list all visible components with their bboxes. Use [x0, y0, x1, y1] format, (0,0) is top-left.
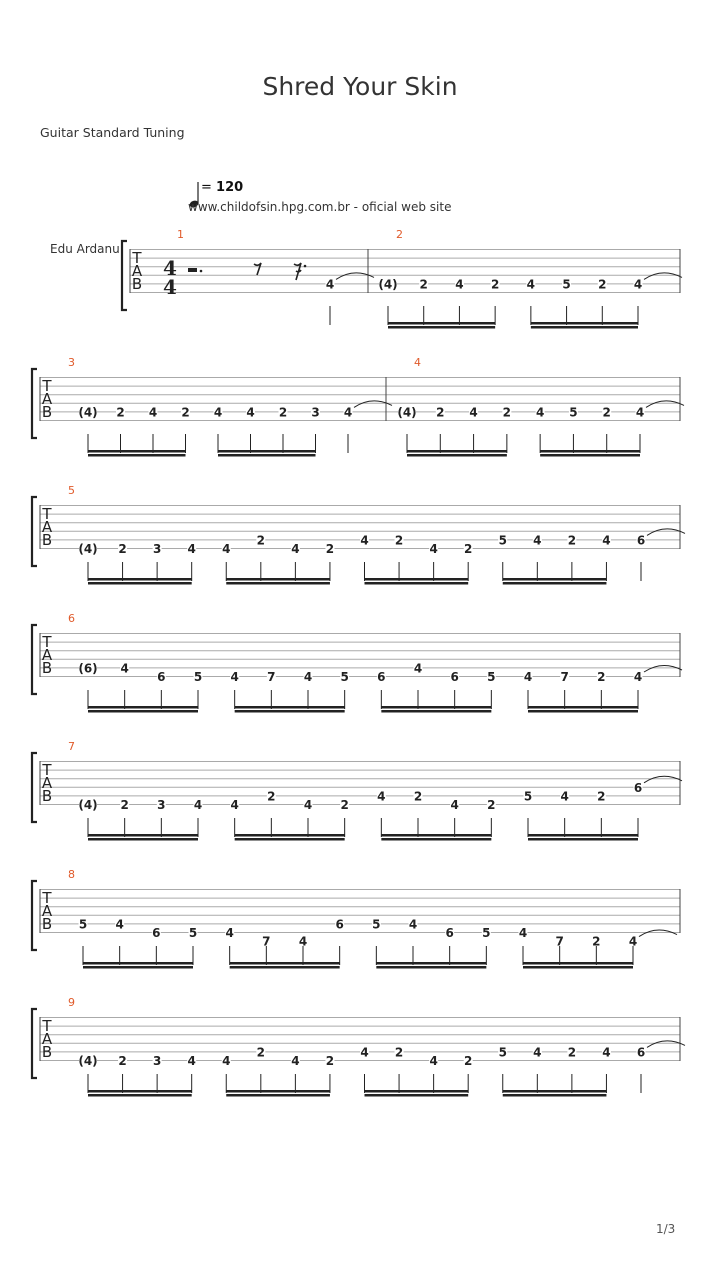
beam: [218, 450, 316, 453]
beam: [88, 454, 186, 457]
fret-number: 5: [193, 670, 203, 684]
fret-number: 5: [498, 1045, 507, 1060]
fret-number: 4: [222, 1054, 231, 1068]
time-signature-denominator: 4: [163, 275, 177, 299]
beam: [88, 582, 192, 585]
tab-system: [32, 868, 680, 969]
fret-number: 6: [157, 670, 166, 684]
fret-number: 4: [325, 277, 335, 292]
system-bracket: [32, 1009, 37, 1078]
fret-number: 4: [377, 789, 386, 804]
fret-number: 6: [633, 780, 643, 795]
fret-number: 4: [193, 798, 203, 812]
fret-number: 2: [118, 542, 127, 556]
fret-number: 4: [291, 1054, 300, 1068]
fret-number: (4): [78, 405, 98, 420]
fret-number: 4: [533, 1045, 542, 1060]
tab-clef-letter: A: [41, 518, 53, 536]
beam: [381, 834, 491, 837]
fret-number: 3: [152, 542, 162, 556]
fret-number: 4: [291, 542, 300, 556]
fret-number: 4: [148, 405, 158, 420]
beam: [88, 1090, 192, 1093]
tab-system: [32, 612, 682, 713]
fret-number: 5: [188, 926, 198, 940]
fret-number: 2: [278, 405, 288, 420]
fret-number: 4: [455, 277, 464, 292]
beam: [88, 450, 186, 453]
beam: [503, 1090, 607, 1093]
beam: [226, 1090, 330, 1093]
fret-number: 2: [340, 798, 349, 812]
fret-number: 3: [152, 1054, 162, 1068]
fret-number: 5: [482, 926, 491, 940]
fret-number: 4: [230, 670, 239, 684]
fret-number: 4: [303, 798, 313, 812]
fret-number: 7: [560, 670, 569, 684]
tab-clef-letter: T: [132, 249, 142, 267]
instrument-name: Edu Ardanu: [50, 242, 120, 256]
beam: [226, 1094, 330, 1097]
tie-arc: [647, 1041, 685, 1048]
fret-number: 4: [535, 405, 545, 420]
fret-number: 4: [115, 917, 124, 932]
fret-number: 4: [408, 917, 418, 932]
fret-number: 4: [303, 670, 313, 684]
beam: [407, 454, 507, 457]
measure-number: 7: [68, 740, 75, 753]
beam: [88, 838, 198, 841]
measure-number: 9: [68, 996, 75, 1009]
tab-clef-letter: T: [42, 377, 52, 395]
beam: [88, 1094, 192, 1097]
song-title: Shred Your Skin: [262, 72, 458, 101]
fret-number: 5: [340, 670, 349, 684]
tab-clef-letter: B: [131, 275, 143, 293]
measure-number: 1: [177, 228, 184, 241]
tab-system: [32, 996, 685, 1097]
fret-number: 2: [464, 542, 473, 556]
tie-arc: [639, 930, 677, 937]
annotation-text: www.childofsin.hpg.com.br - oficial web site: [188, 200, 452, 214]
beam: [226, 582, 330, 585]
beam: [528, 710, 638, 713]
fret-number: 2: [598, 277, 607, 292]
fret-number: 4: [187, 542, 196, 556]
fret-number: 4: [633, 670, 643, 684]
fret-number: 2: [567, 533, 577, 548]
fret-number: 4: [429, 1054, 438, 1068]
fret-number: (4): [378, 277, 398, 292]
system-bracket: [32, 497, 37, 566]
tab-clef-letter: B: [41, 787, 53, 805]
measure-number: 6: [68, 612, 75, 625]
tab-clef-letter: A: [131, 262, 143, 280]
tab-clef-letter: T: [42, 761, 52, 779]
beam: [523, 966, 633, 969]
fret-number: 5: [78, 917, 88, 932]
fret-number: 2: [325, 542, 335, 556]
measure-number: 8: [68, 868, 75, 881]
beam: [540, 454, 640, 457]
eighth-rest: [254, 263, 261, 275]
fret-number: 2: [394, 533, 404, 548]
beam: [235, 834, 345, 837]
measure-number: 5: [68, 484, 75, 497]
fret-number: 2: [419, 277, 428, 292]
fret-number: 3: [157, 798, 166, 812]
tie-arc: [647, 529, 685, 536]
tab-clef-letter: A: [41, 646, 53, 664]
fret-number: 2: [256, 1045, 265, 1060]
fret-number: 2: [487, 798, 496, 812]
tab-clef-letter: T: [42, 1017, 52, 1035]
fret-number: 4: [213, 405, 223, 420]
fret-number: 4: [602, 1045, 611, 1060]
beam: [88, 706, 198, 709]
tab-clef-letter: B: [41, 915, 53, 933]
fret-number: 4: [225, 926, 234, 940]
fret-number: 4: [429, 542, 438, 556]
fret-number: 2: [256, 533, 265, 548]
fret-number: 5: [498, 533, 507, 548]
beam: [235, 838, 345, 841]
fret-number: 6: [636, 1045, 646, 1060]
fret-number: 6: [335, 917, 344, 932]
fret-number: 2: [394, 1045, 404, 1060]
sixteenth-rest: [294, 263, 301, 280]
fret-number: 4: [187, 1054, 196, 1068]
fret-number: (4): [78, 798, 98, 812]
beam: [235, 710, 345, 713]
beam: [528, 706, 638, 709]
beam: [88, 578, 192, 581]
beam: [235, 706, 345, 709]
beam: [376, 966, 486, 969]
fret-number: 2: [436, 405, 445, 420]
time-signature-numerator: 4: [163, 256, 177, 280]
beam: [365, 1094, 469, 1097]
fret-number: 4: [635, 405, 645, 420]
fret-number: 4: [560, 789, 569, 804]
fret-number: 4: [633, 277, 643, 292]
tab-clef-letter: A: [41, 1030, 53, 1048]
fret-number: 2: [464, 1054, 473, 1068]
fret-number: 6: [450, 670, 459, 684]
measure-number: 4: [414, 356, 421, 369]
fret-number: 2: [597, 670, 606, 684]
fret-number: (6): [78, 661, 98, 676]
tempo-value: 120: [216, 180, 244, 195]
fret-number: 7: [267, 670, 276, 684]
beam: [230, 962, 340, 965]
tab-clef-letter: T: [42, 633, 52, 651]
beam: [523, 962, 633, 965]
tab-clef-letter: B: [41, 531, 53, 549]
beam: [528, 834, 638, 837]
beam: [407, 450, 507, 453]
measure-number: 3: [68, 356, 75, 369]
tab-clef-letter: A: [41, 902, 53, 920]
tab-clef-letter: B: [41, 659, 53, 677]
fret-number: 5: [569, 405, 578, 420]
fret-number: 4: [298, 934, 308, 949]
system-bracket: [32, 625, 37, 694]
fret-number: 2: [118, 1054, 127, 1068]
fret-number: 4: [533, 533, 542, 548]
fret-number: 4: [526, 277, 536, 292]
tuning-label: Guitar Standard Tuning: [40, 125, 185, 140]
fret-number: 6: [377, 670, 386, 684]
beam: [528, 838, 638, 841]
fret-number: 2: [120, 798, 129, 812]
fret-number: 3: [311, 405, 320, 420]
fret-number: 6: [636, 533, 646, 548]
fret-number: 4: [246, 405, 255, 420]
fret-number: 4: [222, 542, 231, 556]
system-bracket: [32, 369, 37, 438]
fret-number: 2: [413, 789, 423, 804]
fret-number: 4: [469, 405, 478, 420]
fret-number: 7: [555, 934, 564, 949]
tie-arc: [644, 776, 682, 783]
tab-clef-letter: B: [41, 1043, 53, 1061]
fret-number: 2: [181, 405, 190, 420]
beam: [503, 578, 607, 581]
beam: [381, 710, 491, 713]
dot: [304, 265, 307, 268]
beam: [503, 1094, 607, 1097]
beam: [83, 962, 193, 965]
beam: [83, 966, 193, 969]
beam: [381, 838, 491, 841]
fret-number: 5: [523, 789, 533, 804]
tab-clef-letter: B: [41, 403, 53, 421]
beam: [88, 710, 198, 713]
fret-number: (4): [78, 542, 98, 556]
fret-number: 5: [372, 917, 381, 932]
beam: [381, 706, 491, 709]
tie-arc: [644, 273, 682, 280]
tab-clef-letter: T: [42, 505, 52, 523]
system-bracket: [122, 241, 127, 310]
fret-number: 4: [413, 661, 423, 676]
fret-number: 2: [567, 1045, 577, 1060]
fret-number: 6: [445, 926, 454, 940]
system-bracket: [32, 753, 37, 822]
system-bracket: [32, 881, 37, 950]
fret-number: 4: [360, 533, 369, 548]
fret-number: 2: [267, 789, 276, 804]
fret-number: 4: [360, 1045, 369, 1060]
tie-arc: [644, 665, 682, 672]
fret-number: 5: [562, 277, 571, 292]
beam: [531, 326, 638, 329]
fret-number: 7: [262, 934, 271, 949]
tab-system: [32, 356, 684, 457]
fret-number: 4: [628, 934, 638, 949]
tab-clef-letter: A: [41, 390, 53, 408]
fret-number: 2: [592, 934, 601, 949]
fret-number: 5: [487, 670, 496, 684]
tab-system: [122, 228, 682, 329]
beam: [376, 962, 486, 965]
fret-number: 2: [502, 405, 512, 420]
fret-number: 4: [230, 798, 239, 812]
tab-system: [32, 484, 685, 585]
dot: [200, 270, 203, 273]
fret-number: (4): [397, 405, 417, 420]
beam: [230, 966, 340, 969]
fret-number: 4: [120, 661, 129, 676]
fret-number: 4: [518, 926, 528, 940]
fret-number: 4: [450, 798, 459, 812]
fret-number: 2: [490, 277, 500, 292]
fret-number: 6: [152, 926, 161, 940]
tab-clef-letter: A: [41, 774, 53, 792]
tempo-prefix: =: [201, 180, 217, 195]
beam: [540, 450, 640, 453]
beam: [531, 322, 638, 325]
fret-number: 2: [116, 405, 125, 420]
beam: [88, 834, 198, 837]
tie-arc: [646, 401, 684, 408]
beam: [365, 578, 469, 581]
fret-number: 2: [602, 405, 611, 420]
fret-number: 2: [597, 789, 606, 804]
fret-number: 4: [602, 533, 611, 548]
tab-system: [32, 740, 682, 841]
fret-number: 2: [325, 1054, 335, 1068]
beam: [503, 582, 607, 585]
beam: [226, 578, 330, 581]
fret-number: 4: [343, 405, 353, 420]
beam: [218, 454, 316, 457]
beam: [365, 582, 469, 585]
half-rest: [188, 268, 197, 272]
beam: [388, 326, 495, 329]
beam: [365, 1090, 469, 1093]
fret-number: (4): [78, 1054, 98, 1068]
page-number: 1/3: [656, 1222, 676, 1236]
beam: [388, 322, 495, 325]
fret-number: 4: [523, 670, 533, 684]
measure-number: 2: [396, 228, 403, 241]
tab-clef-letter: T: [42, 889, 52, 907]
